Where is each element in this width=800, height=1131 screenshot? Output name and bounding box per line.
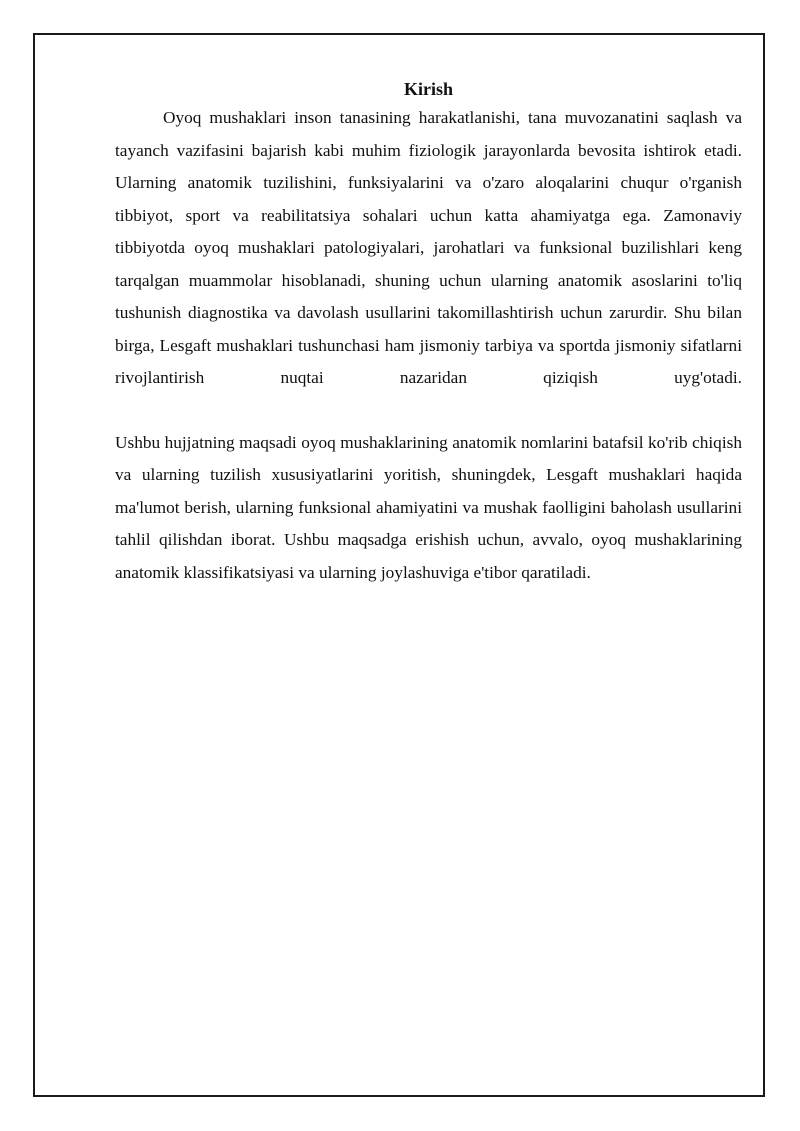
document-body	[115, 76, 742, 589]
paragraph-intro: Oyoq mushaklari inson tanasining harakatlanishi, tana muvozanatini saqlash va tayanch vazifasini bajarish kabi muhim fiziologik jarayonlarda bevosita ishtirok etadi. Ularning anatomik tuzilishini, funksiyalarini va o'zaro aloqalarini chuqur o'rganish tibbiyot, sport va reabilitatsiya sohalari uchun katta ahamiyatga ega. Zamonaviy tibbiyotda oyoq mushaklari patologiyalari, jarohatlari va funksional buzilishlari keng tarqalgan muammolar hisoblanadi, shuning uchun ularning anatomik asoslarini to'liq tushunish diagnostika va davolash usullarini takomillashtirish uchun zarurdir. Shu bilan birga, Lesgaft mushaklari tushunchasi ham jismoniy tarbiya va sportda jismoniy sifatlarni rivojlantirish nuqtai nazaridan qiziqish uyg'otadi.	[115, 108, 742, 387]
paragraph-spacer	[115, 395, 742, 427]
paragraph-purpose: Ushbu hujjatning maqsadi oyoq mushaklarining anatomik nomlarini batafsil ko'rib chiqish va ularning tuzilish xususiyatlarini yoritish, shuningdek, Lesgaft mushaklari haqida ma'lumot berish, ularning funksional ahamiyatini va mushak faolligini baholash usullarini tahlil qilishdan iborat. Ushbu maqsadga erishish uchun, avvalo, oyoq mushaklarining anatomik klassifikatsiyasi va ularning joylashuviga e'tibor qaratiladi.	[115, 432, 742, 582]
section-title: Kirish	[403, 79, 453, 99]
